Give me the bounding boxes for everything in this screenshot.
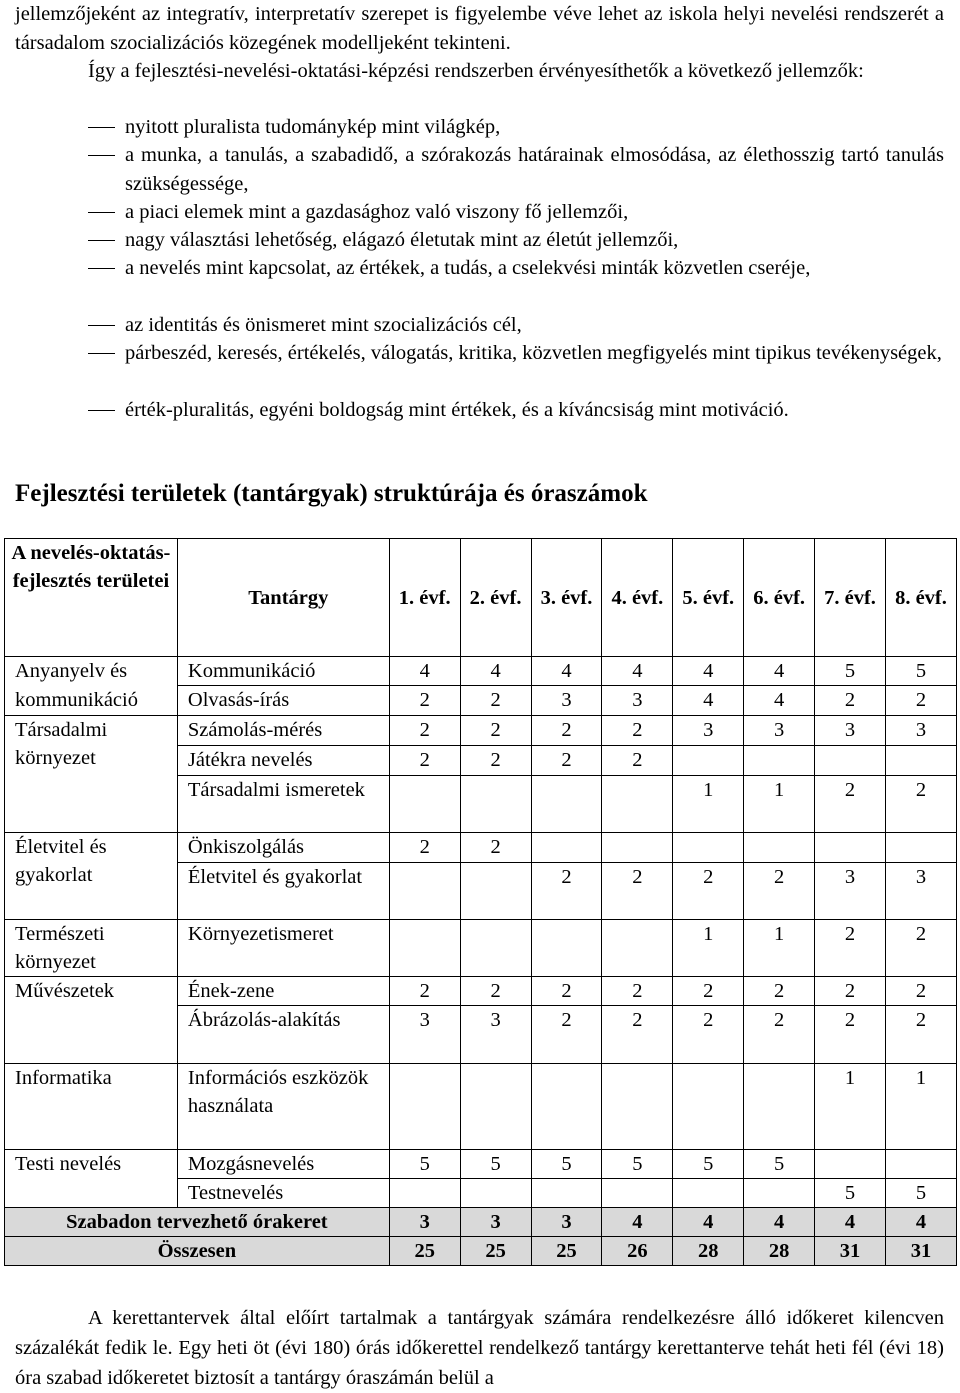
- value-cell: [531, 776, 602, 833]
- value-cell: 5: [460, 1150, 531, 1179]
- header-year: 7. évf.: [815, 539, 886, 657]
- subject-cell: Játékra nevelés: [177, 746, 389, 776]
- value-cell: [389, 863, 460, 920]
- value-cell: 2: [460, 977, 531, 1006]
- header-area: A nevelés-oktatás-fejlesztés területei: [5, 539, 178, 657]
- value-cell: [460, 776, 531, 833]
- value-cell: 2: [460, 716, 531, 746]
- value-cell: 2: [602, 746, 673, 776]
- value-cell: 3: [885, 863, 956, 920]
- value-cell: 5: [744, 1150, 815, 1179]
- value-cell: [673, 746, 744, 776]
- value-cell: [815, 833, 886, 863]
- value-cell: 3: [673, 716, 744, 746]
- dash-icon: [88, 240, 115, 241]
- subject-cell: Társadalmi ismeretek: [177, 776, 389, 833]
- value-cell: 3: [744, 716, 815, 746]
- value-cell: [389, 920, 460, 977]
- value-cell: 3: [885, 716, 956, 746]
- value-cell: [815, 1150, 886, 1179]
- list-item: párbeszéd, keresés, értékelés, válogatás, kritika, közvetlen megfigyelés mint tipikus tevékenységek,: [15, 339, 944, 368]
- subject-cell: Testnevelés: [177, 1179, 389, 1208]
- value-cell: 3: [389, 1208, 460, 1237]
- total-row: [5, 1237, 957, 1266]
- subject-cell: Kommunikáció: [177, 657, 389, 686]
- section-heading: Fejlesztési területek (tantárgyak) struktúrája és óraszámok: [15, 480, 648, 507]
- value-cell: 2: [531, 863, 602, 920]
- subjects-table: [4, 538, 957, 1266]
- value-cell: [602, 1179, 673, 1208]
- area-cell: Társadalmi környezet: [5, 716, 178, 833]
- value-cell: 4: [602, 1208, 673, 1237]
- value-cell: 4: [460, 657, 531, 686]
- value-cell: [744, 746, 815, 776]
- header-year: 8. évf.: [885, 539, 956, 657]
- value-cell: [389, 1179, 460, 1208]
- table-row: [5, 977, 957, 1006]
- subject-cell: Ének-zene: [177, 977, 389, 1006]
- table-row: [5, 1064, 957, 1150]
- area-cell: Testi nevelés: [5, 1150, 178, 1208]
- table-row: [5, 920, 957, 977]
- list-item: nyitott pluralista tudománykép mint világkép,: [15, 113, 944, 142]
- value-cell: [460, 863, 531, 920]
- table-row: [5, 686, 957, 716]
- table-row: [5, 716, 957, 746]
- value-cell: 3: [531, 1208, 602, 1237]
- subject-cell: Számolás-mérés: [177, 716, 389, 746]
- value-cell: 5: [602, 1150, 673, 1179]
- value-cell: 2: [602, 1006, 673, 1064]
- value-cell: [744, 1179, 815, 1208]
- area-cell: Anyanyelv és: [5, 657, 178, 686]
- value-cell: 2: [602, 716, 673, 746]
- value-cell: 2: [673, 863, 744, 920]
- value-cell: 4: [815, 1208, 886, 1237]
- value-cell: 4: [744, 657, 815, 686]
- value-cell: 2: [885, 776, 956, 833]
- value-cell: 4: [673, 1208, 744, 1237]
- value-cell: [531, 1064, 602, 1150]
- value-cell: [673, 1179, 744, 1208]
- header-year: 2. évf.: [460, 539, 531, 657]
- value-cell: 3: [389, 1006, 460, 1064]
- free-hours-row: [5, 1208, 957, 1237]
- subject-cell: Mozgásnevelés: [177, 1150, 389, 1179]
- dash-icon: [88, 353, 115, 354]
- list-item: érték-pluralitás, egyéni boldogság mint értékek, és a kíváncsiság mint motiváció.: [15, 396, 944, 425]
- header-subject: Tantárgy: [177, 539, 389, 657]
- value-cell: 4: [602, 657, 673, 686]
- area-cell: Életvitel és gyakorlat: [5, 833, 178, 920]
- dash-icon: [88, 155, 115, 156]
- value-cell: [673, 1064, 744, 1150]
- area-cell: Művészetek: [5, 977, 178, 1064]
- value-cell: 2: [602, 863, 673, 920]
- value-cell: 5: [885, 657, 956, 686]
- value-cell: [885, 746, 956, 776]
- value-cell: 1: [815, 1064, 886, 1150]
- value-cell: 5: [815, 1179, 886, 1208]
- value-cell: 2: [885, 977, 956, 1006]
- subject-cell: Önkiszolgálás: [177, 833, 389, 863]
- list-item: nagy választási lehetőség, elágazó életutak mint az életút jellemzői,: [15, 226, 944, 255]
- value-cell: [602, 776, 673, 833]
- value-cell: [460, 920, 531, 977]
- dash-icon: [88, 212, 115, 213]
- value-cell: [531, 1179, 602, 1208]
- list-item: a piaci elemek mint a gazdasághoz való viszony fő jellemzői,: [15, 198, 944, 227]
- value-cell: 25: [531, 1237, 602, 1266]
- value-cell: 5: [885, 1179, 956, 1208]
- value-cell: 2: [389, 977, 460, 1006]
- value-cell: 2: [531, 1006, 602, 1064]
- subject-cell: Környezetismeret: [177, 920, 389, 977]
- value-cell: 4: [885, 1208, 956, 1237]
- value-cell: 4: [389, 657, 460, 686]
- value-cell: 1: [673, 920, 744, 977]
- table-header: [5, 539, 957, 657]
- value-cell: 2: [389, 746, 460, 776]
- list-item: az identitás és önismeret mint szocializációs cél,: [15, 311, 944, 340]
- value-cell: 4: [531, 657, 602, 686]
- subject-cell: Információs eszközök használata: [177, 1064, 389, 1150]
- value-cell: 1: [744, 776, 815, 833]
- value-cell: 2: [815, 686, 886, 716]
- table-row: [5, 657, 957, 686]
- value-cell: 1: [885, 1064, 956, 1150]
- footer-paragraph: A kerettantervek által előírt tartalmak a tantárgyak számára rendelkezésre álló időkeret kilencven százalékát fedik le. Egy heti öt (évi 180) órás időkerettel rendelkező tantárgy kerettanterve tehát heti fél (évi 18) óra szabad időkeretet biztosít a tantárgy óraszámán belül a: [15, 1307, 944, 1389]
- value-cell: 2: [744, 977, 815, 1006]
- value-cell: 2: [602, 977, 673, 1006]
- free-hours-label: Szabadon tervezhető órakeret: [5, 1208, 390, 1237]
- value-cell: 3: [460, 1006, 531, 1064]
- value-cell: 2: [673, 1006, 744, 1064]
- value-cell: 25: [389, 1237, 460, 1266]
- value-cell: 31: [815, 1237, 886, 1266]
- value-cell: 2: [815, 920, 886, 977]
- value-cell: 1: [673, 776, 744, 833]
- area-cell: kommunikáció: [5, 686, 178, 716]
- area-cell: Természeti környezet: [5, 920, 178, 977]
- value-cell: 2: [815, 977, 886, 1006]
- value-cell: 26: [602, 1237, 673, 1266]
- header-year: 3. évf.: [531, 539, 602, 657]
- value-cell: 2: [389, 833, 460, 863]
- value-cell: 2: [885, 920, 956, 977]
- value-cell: 1: [744, 920, 815, 977]
- value-cell: 3: [531, 686, 602, 716]
- value-cell: 2: [744, 1006, 815, 1064]
- value-cell: [815, 746, 886, 776]
- header-year: 6. évf.: [744, 539, 815, 657]
- value-cell: [602, 1064, 673, 1150]
- value-cell: 2: [673, 977, 744, 1006]
- value-cell: 5: [673, 1150, 744, 1179]
- value-cell: 2: [389, 716, 460, 746]
- value-cell: 4: [673, 657, 744, 686]
- list-item: a munka, a tanulás, a szabadidő, a szórakozás határainak elmosódása, az élethosszig tartó tanulás szükségessége,: [15, 141, 944, 198]
- header-year: 4. évf.: [602, 539, 673, 657]
- area-cell: Informatika: [5, 1064, 178, 1150]
- value-cell: 3: [815, 863, 886, 920]
- value-cell: [885, 833, 956, 863]
- value-cell: 4: [744, 686, 815, 716]
- value-cell: [531, 833, 602, 863]
- value-cell: 2: [815, 1006, 886, 1064]
- subject-cell: Olvasás-írás: [177, 686, 389, 716]
- value-cell: [673, 833, 744, 863]
- intro-paragraph-1: jellemzőjeként az integratív, interpretatív szerepet is figyelembe véve lehet az iskola helyi nevelési rendszerét a társadalom szocializációs közegének modelljeként tekinteni.: [15, 3, 944, 54]
- value-cell: 28: [673, 1237, 744, 1266]
- table-row: [5, 1150, 957, 1179]
- value-cell: [460, 1064, 531, 1150]
- value-cell: 2: [885, 686, 956, 716]
- value-cell: 4: [744, 1208, 815, 1237]
- value-cell: [460, 1179, 531, 1208]
- intro-paragraph-2: Így a fejlesztési-nevelési-oktatási-képzési rendszerben érvényesíthetők a következő jellemzők:: [88, 60, 864, 82]
- value-cell: [744, 833, 815, 863]
- list-item: a nevelés mint kapcsolat, az értékek, a tudás, a cselekvési minták közvetlen cseréje,: [15, 254, 944, 283]
- dash-icon: [88, 268, 115, 269]
- value-cell: 2: [815, 776, 886, 833]
- value-cell: 5: [531, 1150, 602, 1179]
- value-cell: 2: [389, 686, 460, 716]
- dash-icon: [88, 127, 115, 128]
- value-cell: 2: [744, 863, 815, 920]
- value-cell: [389, 1064, 460, 1150]
- value-cell: [602, 920, 673, 977]
- value-cell: 31: [885, 1237, 956, 1266]
- value-cell: [531, 920, 602, 977]
- dash-icon: [88, 325, 115, 326]
- value-cell: 2: [531, 746, 602, 776]
- value-cell: 2: [460, 686, 531, 716]
- value-cell: 2: [885, 1006, 956, 1064]
- value-cell: 3: [815, 716, 886, 746]
- subject-cell: Életvitel és gyakorlat: [177, 863, 389, 920]
- value-cell: 2: [460, 746, 531, 776]
- value-cell: [744, 1064, 815, 1150]
- table-row: [5, 833, 957, 863]
- value-cell: 28: [744, 1237, 815, 1266]
- value-cell: [389, 776, 460, 833]
- value-cell: 3: [460, 1208, 531, 1237]
- value-cell: [602, 833, 673, 863]
- value-cell: [885, 1150, 956, 1179]
- header-year: 1. évf.: [389, 539, 460, 657]
- value-cell: 3: [602, 686, 673, 716]
- value-cell: 5: [815, 657, 886, 686]
- subject-cell: Ábrázolás-alakítás: [177, 1006, 389, 1064]
- total-label: Összesen: [5, 1237, 390, 1266]
- value-cell: 2: [531, 977, 602, 1006]
- value-cell: 4: [673, 686, 744, 716]
- dash-icon: [88, 410, 115, 411]
- header-year: 5. évf.: [673, 539, 744, 657]
- value-cell: 5: [389, 1150, 460, 1179]
- value-cell: 2: [531, 716, 602, 746]
- value-cell: 25: [460, 1237, 531, 1266]
- value-cell: 2: [460, 833, 531, 863]
